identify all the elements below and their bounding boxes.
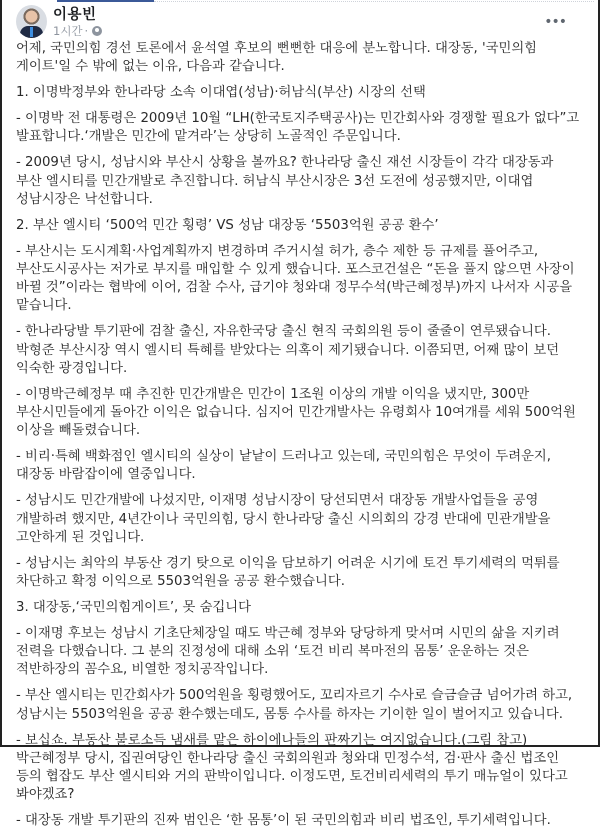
avatar[interactable] (16, 5, 47, 38)
post-paragraph: - 이명박 전 대통령은 2009년 10월 “LH(한국토지주택공사)는 민간회사와 경쟁할 필요가 없다”고 발표합니다.‘개발은 민간에 맡겨라’는 상당히 노골적인 주문입니다. (16, 111, 580, 145)
author-name[interactable]: 이용빈 (53, 7, 97, 23)
post-header (16, 4, 586, 38)
post-paragraph: - 이재명 후보는 성남시 기초단체장일 때도 박근혜 정부와 당당하게 맞서며 시민의 삶을 지키려 전력을 다했습니다. 그 분의 진정성에 대해 소위 ‘토건 비리 복마전의 몸통’ 운운하는 것은 적반하장의 꼼수요, 비열한 정치공작입니다. (16, 626, 560, 678)
post-paragraph: - 성남시도 민간개발에 나섰지만, 이재명 성남시장이 당선되면서 대장동 개발사업들을 공영 개발하려 했지만, 4년간이나 국민의힘, 당시 한나라당 출신 시의회의 강경 반대에 민관개발을 고안하게 된 것입니다. (16, 493, 551, 545)
post-paragraph: - 2009년 당시, 성남시와 부산시 상황을 볼까요? 한나라당 출신 재선 시장들이 각각 대장동과 부산 엘시티를 민간개발로 추진합니다. 허남식 부산시장은 3선 도전에 성공했지만, 이대엽 성남시장은 낙선합니다. (16, 155, 554, 207)
post-paragraph: - 이명박근혜정부 때 추진한 민간개발은 민간이 1조원 이상의 개발 이익을 냈지만, 300만 부산시민들에게 돌아간 이익은 없습니다. 심지어 민간개발사는 유령회사 10여개를 세워 500억원 이상을 빼돌렸습니다. (16, 386, 576, 439)
post-paragraph: - 보십쇼. 부동산 불로소득 냄새를 맡은 하이에나들의 판짜기는 여지없습니다.(그림 참고) 박근혜정부 당시, 집권여당인 한나라당 출신 국회의원과 청와대 민정수석, 검·판사 출신 법조인 등의 협잡도 부산 엘시티와 거의 판박이입니다. 이정도면, 토건비리세력의 투기 매뉴얼이 있다고 봐야겠죠? (16, 732, 568, 803)
post-body (16, 40, 582, 838)
post-paragraph: - 한나라당발 투기판에 검찰 출신, 자유한국당 출신 현직 국회의원 등이 줄줄이 연루됐습니다. 박형준 부산시장 역시 엘시티 특혜를 받았다는 의혹이 제기됐습니다. 이쯤되면, 어째 많이 보던 익숙한 광경입니다. (16, 324, 560, 376)
top-divider (154, 1, 594, 2)
post-paragraph: - 대장동 개발 투기판의 진짜 범인은 ‘한 몸통’이 된 국민의힘과 비리 법조인, 투기세력입니다. (16, 813, 551, 829)
post-paragraph: - 부산 엘시티는 민간회사가 500억원을 횡령했어도, 꼬리자르기 수사로 슬금슬금 넘어가려 하고, 성남시는 5503억원을 공공 환수했는데도, 몸통 수사를 하자는 기이한 일이 벌어지고 있습니다. (16, 688, 573, 722)
post-paragraph: 어제, 국민의힘 경선 토론에서 윤석열 후보의 뻔뻔한 대응에 분노합니다. 대장동, '국민의힘 게이트'일 수 밖에 없는 이유, 다음과 같습니다. (16, 41, 538, 75)
post-paragraph: 1. 이명박정부와 한나라당 소속 이대엽(성남)·허남식(부산) 시장의 선택 (16, 85, 426, 101)
avatar-tie (30, 27, 33, 37)
globe-icon[interactable] (92, 26, 102, 36)
post-meta (53, 23, 102, 39)
post-paragraph: - 비리·특혜 백화점인 엘시티의 실상이 낱낱이 드러나고 있는데, 국민의힘은 무엇이 두려운지, 대장동 바람잡이에 열중입니다. (16, 449, 552, 483)
post-time[interactable]: 1시간 (53, 24, 83, 38)
meta-separator: · (84, 24, 89, 38)
post-paragraph: 3. 대장동,‘국민의힘게이트’, 못 숨깁니다 (16, 600, 251, 616)
post-paragraph: - 부산시는 도시계획·사업계획까지 변경하며 주거시설 허가, 층수 제한 등 규제를 풀어주고, 부산도시공사는 저가로 부지를 매입할 수 있게 했습니다. 포스코건설은 “돈을 풀지 않으면 사장이 바뀔 것”이라는 협박에 이어, 검찰 수사, 급기야 청와대 정무수석(박근혜정부)까지 나서자 시공을 맡습니다. (16, 243, 575, 314)
top-accent-line (57, 0, 154, 2)
post-paragraph: 2. 부산 엘시티 ‘500억 민간 횡령’ VS 성남 대장동 ‘5503억원 공공 환수’ (16, 217, 439, 233)
more-options-icon[interactable]: ••• (544, 14, 566, 30)
post-paragraph: - 성남시는 최악의 부동산 경기 탓으로 이익을 담보하기 어려운 시기에 토건 투기세력의 먹튀를 차단하고 확정 이익으로 5503억원을 공공 환수했습니다. (16, 555, 560, 590)
